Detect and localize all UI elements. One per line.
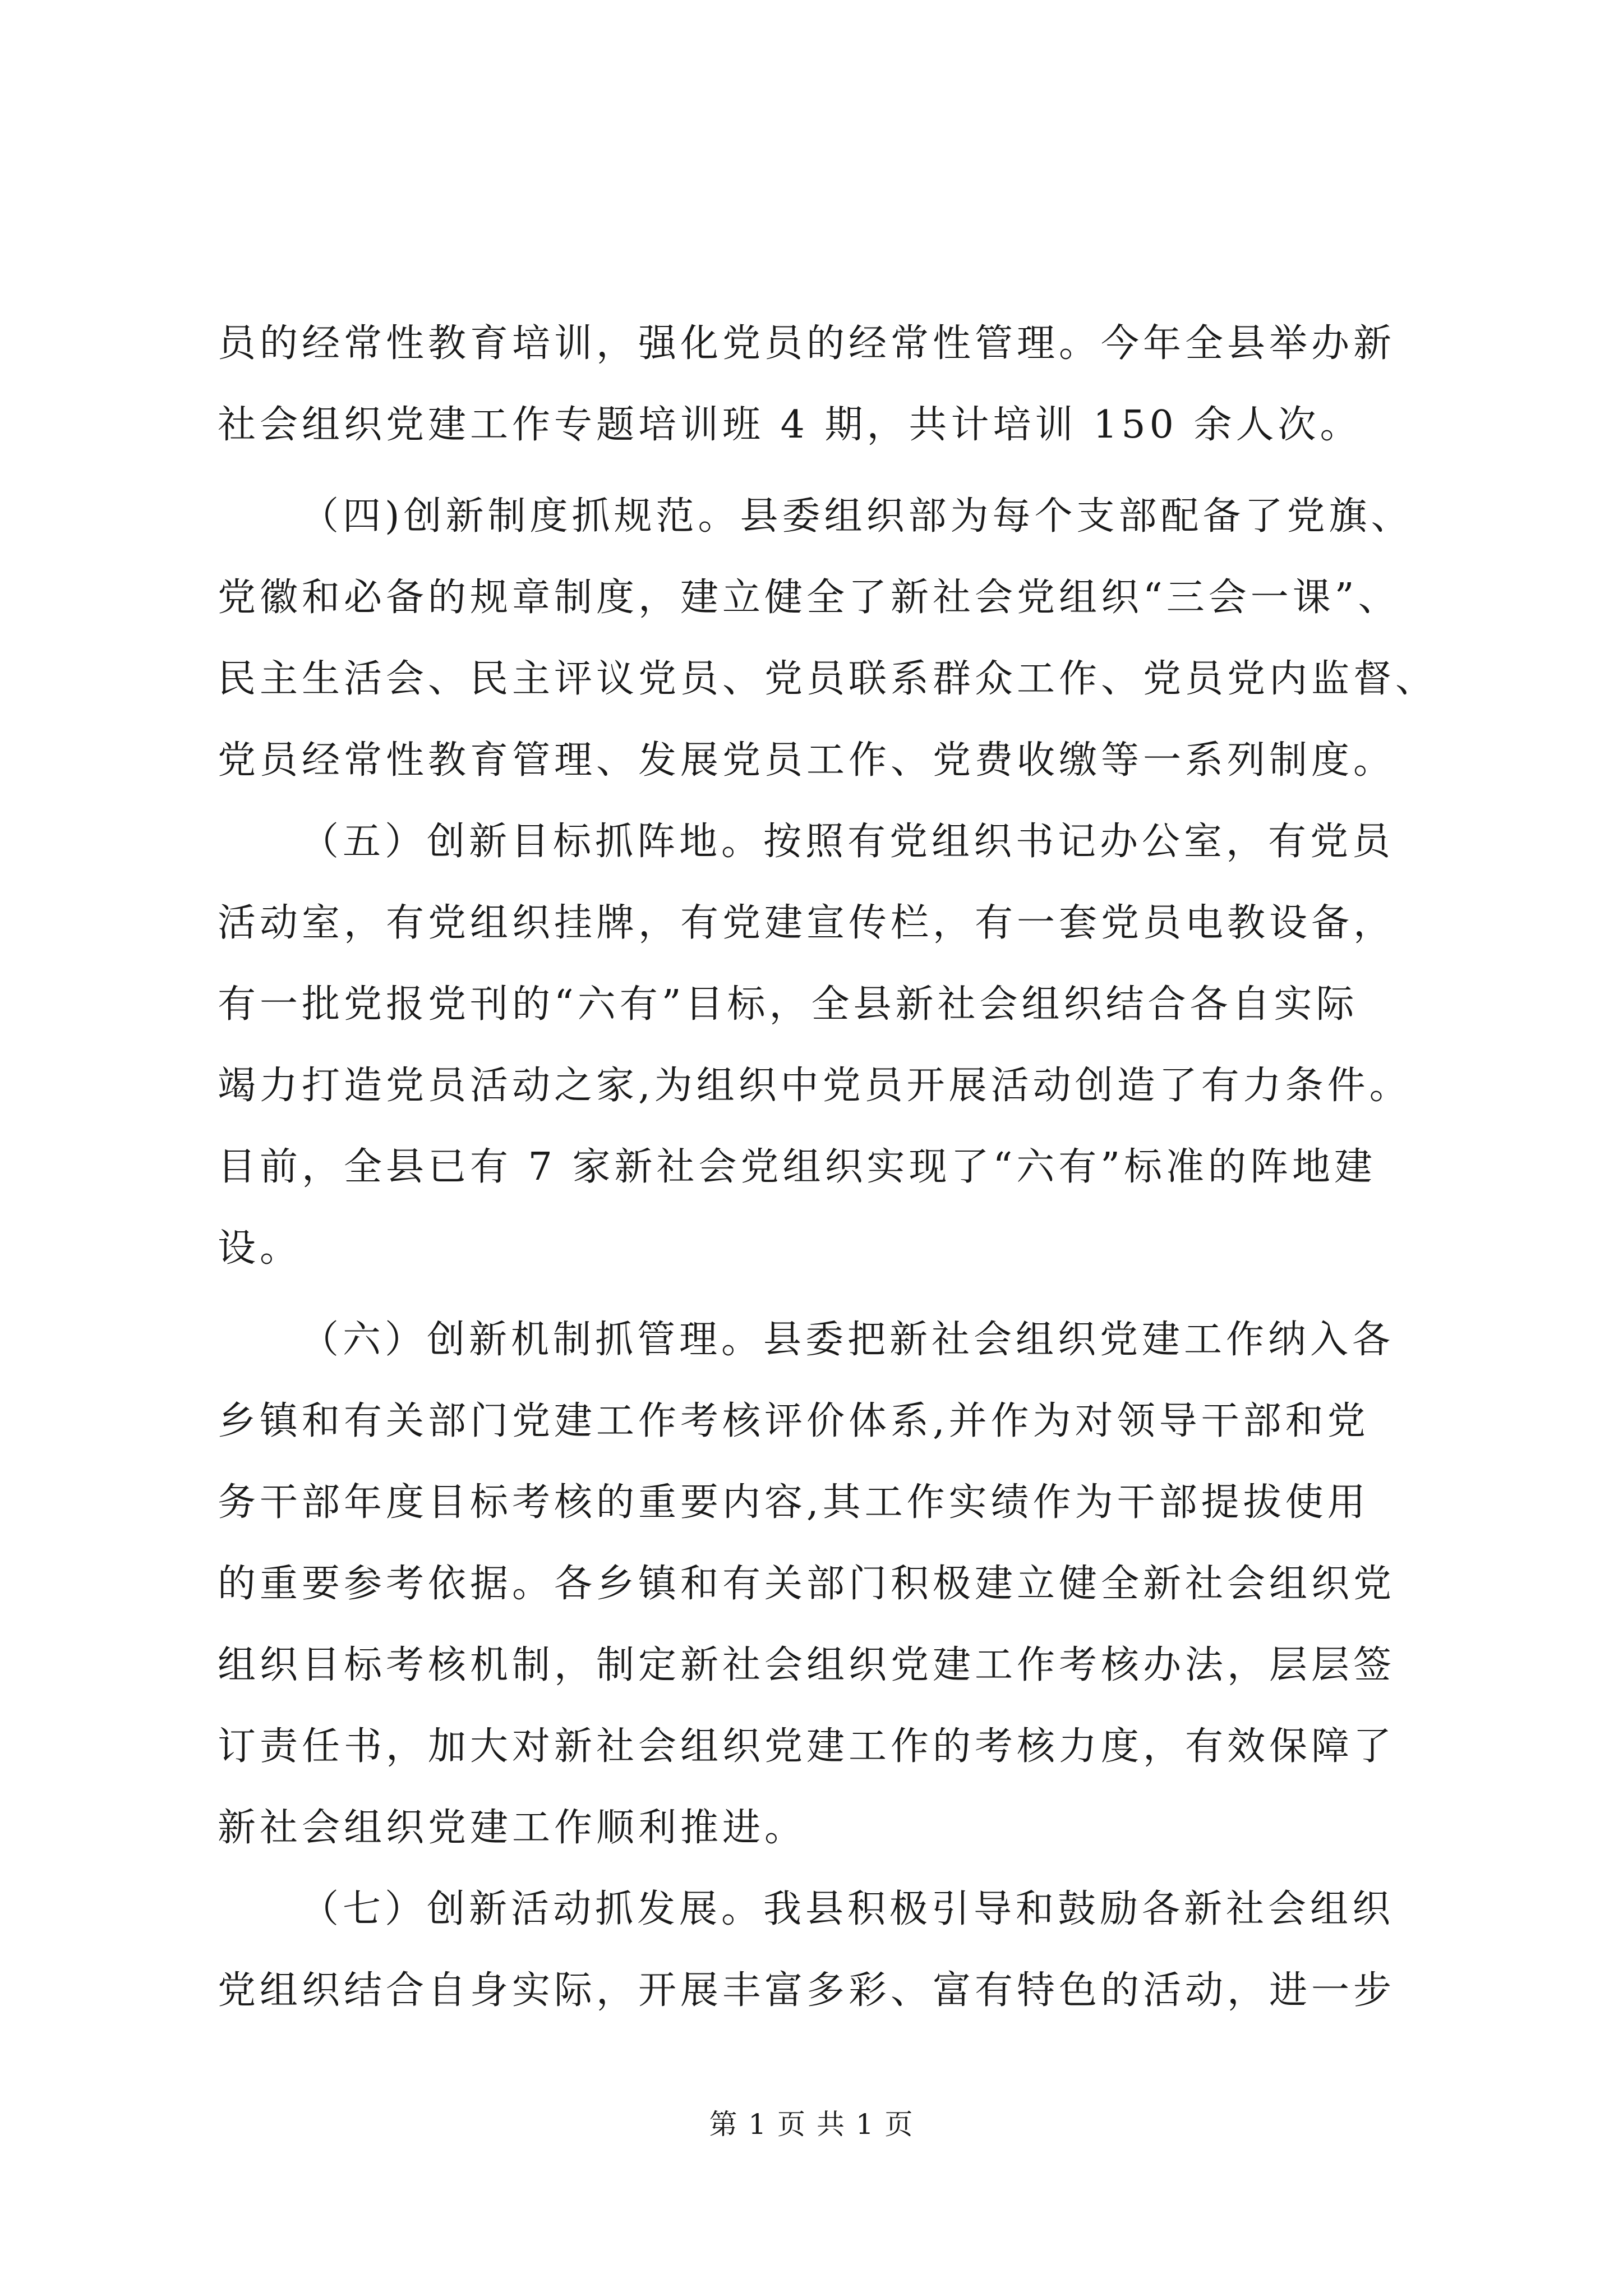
text-line: 目前，全县已有 7 家新社会党组织实现了“六有”标准的阵地建 — [218, 1145, 1377, 1189]
text-line: 员的经常性教育培训，强化党员的经常性管理。今年全县举办新 — [218, 321, 1396, 366]
text-line: 党组织结合自身实际，开展丰富多彩、富有特色的活动，进一步 — [218, 1968, 1396, 2013]
paragraph-start-line: （七）创新活动抓发展。我县积极引导和鼓励各新社会组织 — [301, 1887, 1395, 1931]
paragraph-start-line: （四)创新制度抓规范。县委组织部为每个支部配备了党旗、 — [301, 494, 1413, 539]
text-line: 有一批党报党刊的“六有”目标，全县新社会组织结合各自实际 — [218, 982, 1358, 1027]
text-line: 活动室，有党组织挂牌，有党建宣传栏，有一套党员电教设备， — [218, 901, 1396, 945]
text-line: 新社会组织党建工作顺利推进。 — [218, 1806, 807, 1850]
text-line: 的重要参考依据。各乡镇和有关部门积极建立健全新社会组织党 — [218, 1562, 1396, 1606]
text-line: 党徽和必备的规章制度，建立健全了新社会党组织“三会一课”、 — [218, 576, 1400, 620]
text-line: 组织目标考核机制，制定新社会组织党建工作考核办法，层层签 — [218, 1643, 1396, 1687]
paragraph-start-line: （六）创新机制抓管理。县委把新社会组织党建工作纳入各 — [301, 1318, 1395, 1362]
text-line: 社会组织党建工作专题培训班 4 期，共计培训 150 余人次。 — [218, 403, 1362, 447]
text-line: 民主生活会、民主评议党员、党员联系群众工作、党员党内监督、 — [218, 657, 1438, 701]
paragraph-start-line: （五）创新目标抓阵地。按照有党组织书记办公室，有党员 — [301, 820, 1395, 864]
text-line: 乡镇和有关部门党建工作考核评价体系,并作为对领导干部和党 — [218, 1399, 1370, 1443]
page-number-footer: 第 1 页 共 1 页 — [709, 2108, 914, 2141]
text-line: 设。 — [218, 1226, 302, 1271]
text-line: 竭力打造党员活动之家,为组织中党员开展活动创造了有力条件。 — [218, 1064, 1412, 1108]
text-line: 订责任书，加大对新社会组织党建工作的考核力度，有效保障了 — [218, 1724, 1396, 1769]
text-line: 务干部年度目标考核的重要内容,其工作实绩作为干部提拔使用 — [218, 1480, 1370, 1525]
text-line: 党员经常性教育管理、发展党员工作、党费收缴等一系列制度。 — [218, 738, 1396, 783]
body-text — [218, 303, 1438, 2031]
